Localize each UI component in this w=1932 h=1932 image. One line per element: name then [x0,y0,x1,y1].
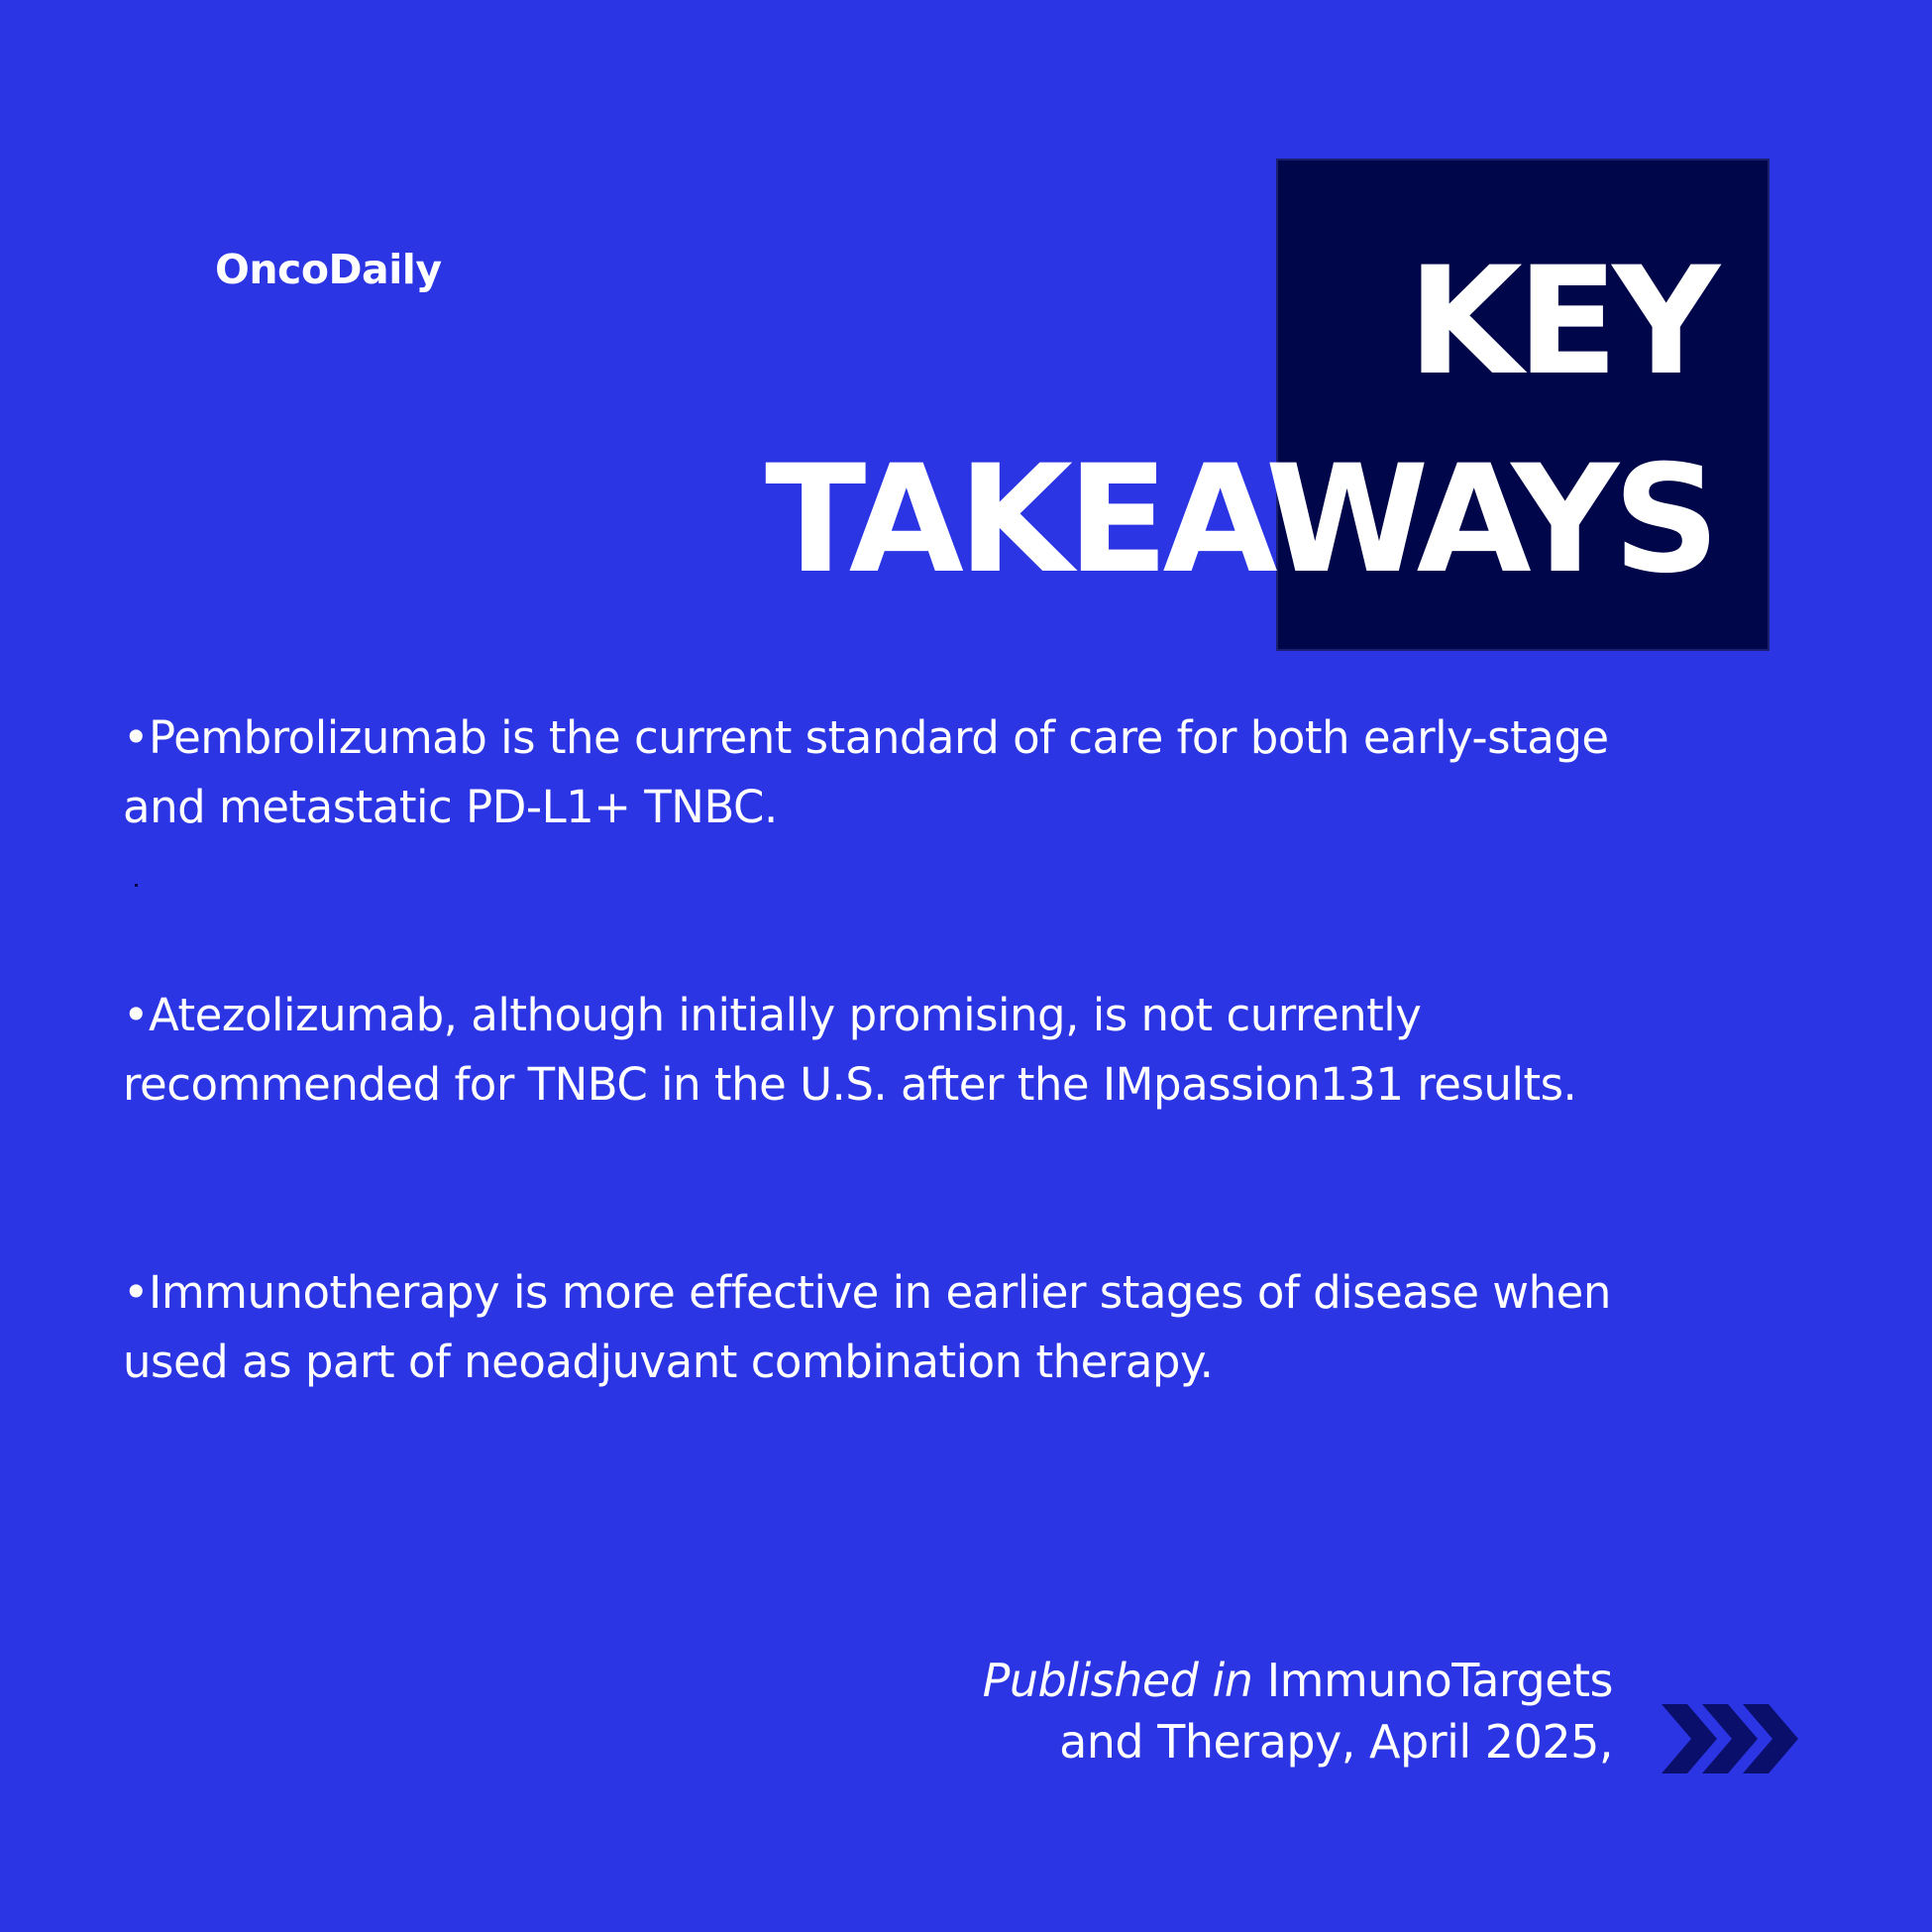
takeaway-item [123,1258,1768,1397]
citation-line-2: and Therapy, April 2025, [1059,1715,1613,1769]
takeaway-text-line: •Immunotherapy is more effective in earlier stages of disease when [123,1266,1611,1319]
title-line-2: TAKEAWAYS [765,434,1714,606]
takeaway-text-line: used as part of neoadjuvant combination therapy. [123,1336,1214,1388]
takeaway-item [123,981,1768,1120]
citation-prefix: Published in [982,1654,1253,1707]
takeaway-text-line: recommended for TNBC in the U.S. after the IMpassion131 results. [123,1058,1577,1111]
citation [983,1650,1613,1772]
next-arrow-button[interactable] [1660,1702,1802,1775]
list-spacer [123,842,1768,981]
takeaway-text-line: and metastatic PD-L1+ TNBC. [123,781,778,833]
citation-line-1 [983,1650,1613,1711]
takeaway-item [123,703,1768,842]
takeaway-text-line: •Atezolizumab, although initially promising, is not currently [123,989,1422,1041]
title-line-1: KEY [1407,236,1714,408]
citation-journal: ImmunoTargets [1252,1654,1613,1707]
takeaway-text-line: •Pembrolizumab is the current standard of care for both early-stage [123,711,1609,764]
list-spacer [123,1120,1768,1258]
triple-chevron-right-icon [1662,1704,1798,1773]
takeaways-list [123,703,1768,1397]
page-title [765,223,1714,619]
brand-logo-text: OncoDaily [215,246,442,293]
decorative-dot [135,884,138,887]
